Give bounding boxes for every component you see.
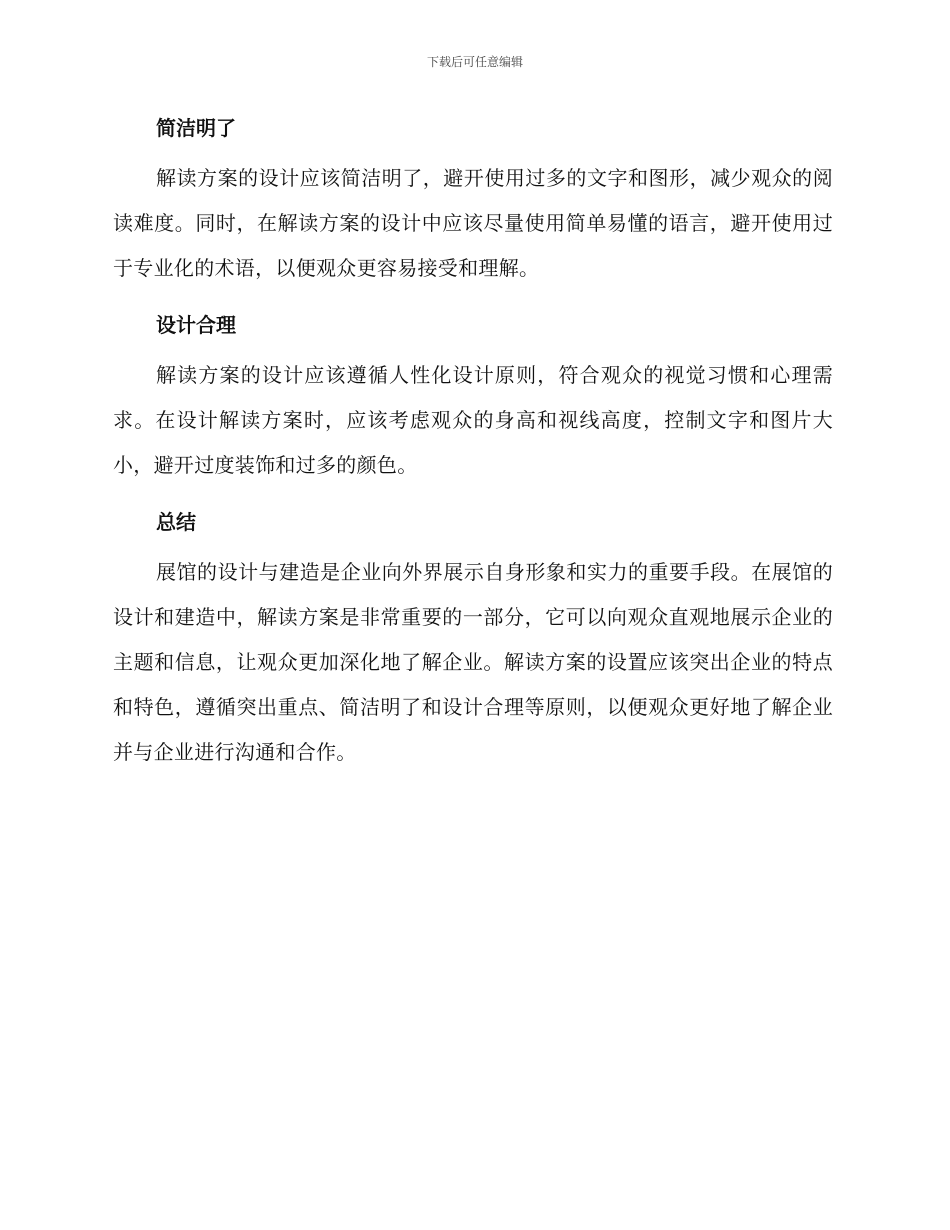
section-heading-summary: 总结 <box>156 510 196 534</box>
header-note: 下载后可任意编辑 <box>426 55 523 69</box>
section-paragraph-reasonable-design: 解读方案的设计应该遵循人性化设计原则，符合观众的视觉习惯和心理需求。在设计解读方案时，应该考虑观众的身高和视线高度，控制文字和图片大小，避开过度装饰和过多的颜色。 <box>113 363 833 477</box>
section-paragraph-summary: 展馆的设计与建造是企业向外界展示自身形象和实力的重要手段。在展馆的设计和建造中，解读方案是非常重要的一部分，它可以向观众直观地展示企业的主题和信息，让观众更加深化地了解企业。解读方案的设置应该突出企业的特点和特色，遵循突出重点、简洁明了和设计合理等原则，以便观众更好地了解企业并与企业进行沟通和合作。 <box>113 560 833 764</box>
section-heading-concise: 简洁明了 <box>156 116 236 140</box>
section-paragraph-concise: 解读方案的设计应该简洁明了，避开使用过多的文字和图形，减少观众的阅读难度。同时，在解读方案的设计中应该尽量使用简单易懂的语言，避开使用过于专业化的术语，以便观众更容易接受和理解。 <box>113 166 833 280</box>
section-heading-reasonable-design: 设计合理 <box>156 313 236 337</box>
document-body <box>113 112 833 793</box>
